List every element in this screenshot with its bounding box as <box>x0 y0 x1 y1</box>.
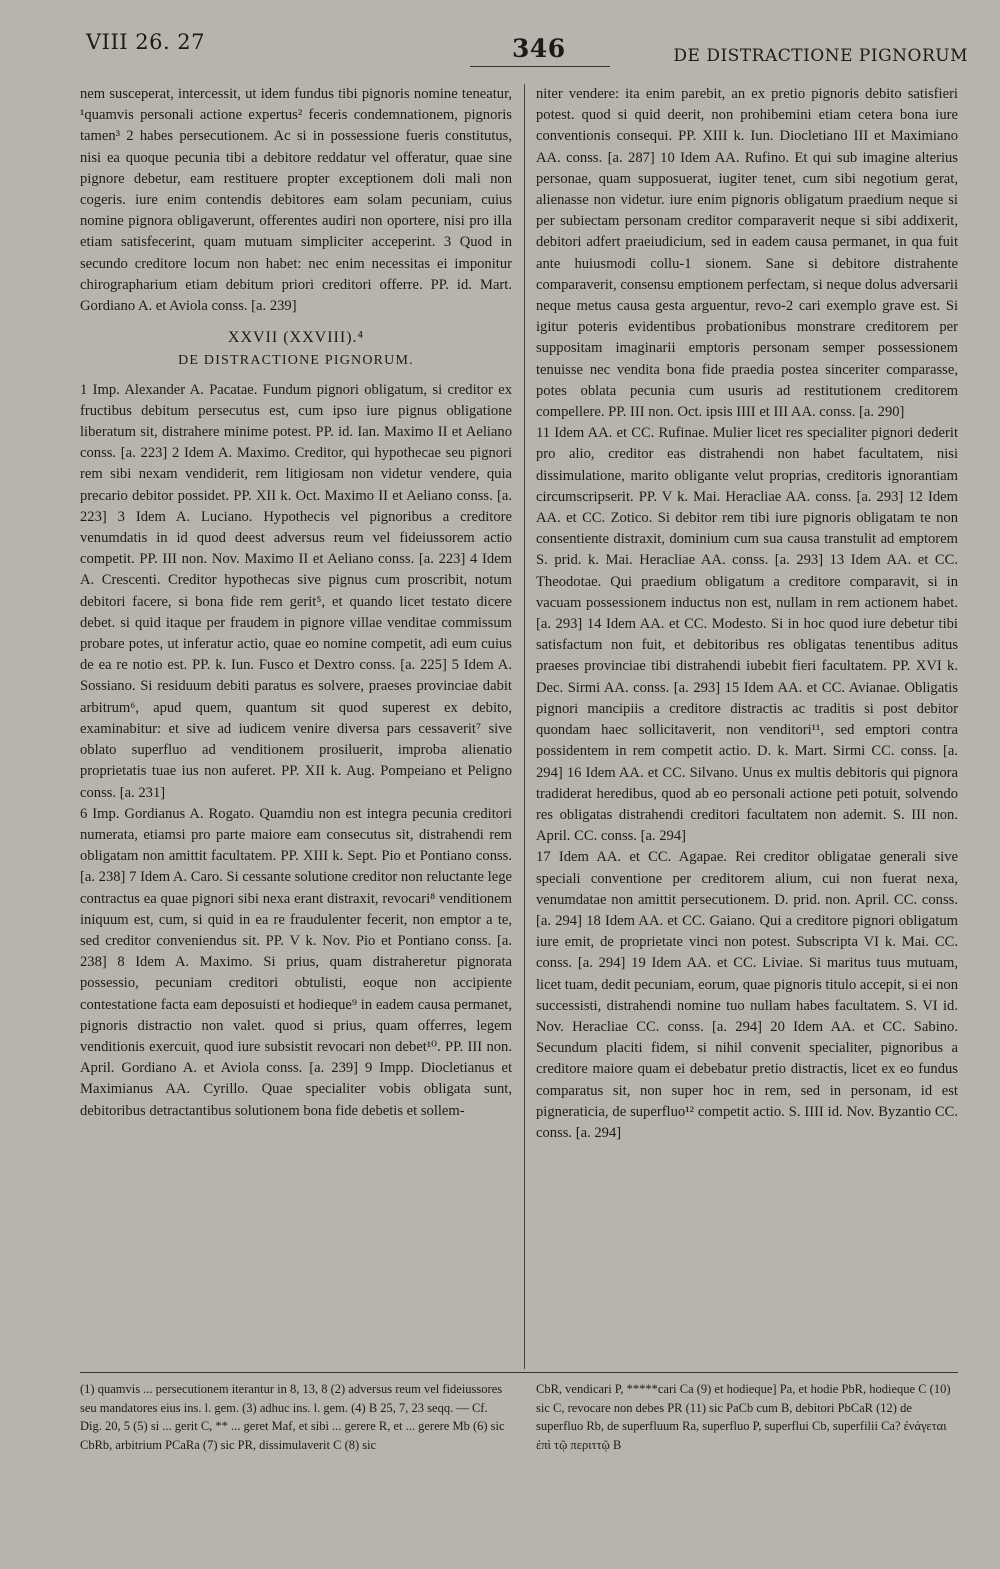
column-divider <box>524 84 525 1369</box>
title-heading: DE DISTRACTIONE PIGNORUM. <box>178 353 414 369</box>
footnotes-left <box>80 1380 512 1454</box>
right-column <box>536 84 958 1366</box>
constitutions-1-5: 1 Imp. Alexander A. Pacatae. Fundum pignori obligatum, si creditor ex fructibus debitum persecutus est, cum ipso iure pignus obligatione liberatum sit, distrahere minime potest. PP. id. Ian. Maximo II et Aeliano conss. [a. 223] 2 Idem A. Maximo. Creditor, qui hypothecae seu pignori rem sibi nexam vendiderit, rem litigiosam non videtur vendere, quia precario debitor possidet. PP. XII k. Oct. Maximo II et Aeliano conss. [a. 223] 3 Idem A. Luciano. Hypothecis vel pignoribus a creditore venumdatis in id quod deest adversus reum vel fideiussorem actio competit. PP. III non. Nov. Maximo II et Aeliano conss. [a. 223] 4 Idem A. Crescenti. Creditor hypothecas sive pignus cum proscribit, notum debitori facere, si bona fide rem gerit⁵, et quando licet testato dicere debet. si quid itaque per fraudem in pignore villae venditae commissum probare potes, ut inferatur actio, quae eo nomine competit, adi eum cuius de ea re notio est. PP. k. Iun. Fusco et Dextro conss. [a. 225] 5 Idem A. Sossiano. Si residuum debiti paratus es solvere, praeses provinciae dabit arbitrum⁶, apud quem, quantum sit quod superest ex debito, examinabitur: et sive ad iudicem venire diversa pars cessaverit⁷ sive oblato superfluo ad venditionem prosiluerit, improba alienatio proprietatis tuae ius non auferet. PP. XII k. Aug. Pompeiano et Peligno conss. [a. 231] <box>80 381 512 801</box>
page-number: 346 <box>512 34 566 63</box>
footnote-rule <box>80 1372 958 1373</box>
constitutions-17-20: 17 Idem AA. et CC. Agapae. Rei creditor obligatae generali sive speciali conventione per creditorem alium, cui non fuerat nexa, venumdatae non amittit persecutionem. D. prid. non. April. CC. conss. [a. 294] 18 Idem AA. et CC. Gaiano. Qui a creditore pignori obligatum iure emit, de proprietate vinci non potest. Subscripta VI k. Mai. CC. conss. [a. 294] 19 Idem AA. et CC. Liviae. Si maritus tuus mutuam, licet tuam, dedit pecuniam, eorum, quae pignoris titulo accepit, si ei non successisti, distrahendi nomine tuo nullam habes facultatem. S. VI id. Nov. Heracliae CC. conss. [a. 294] 20 Idem AA. et CC. Sabino. Secundum placiti fidem, si nihil convenit specialiter, pignoribus a creditore maiore quam ei debebatur pretio distractis, licet ex eo fundus comparatus sit, non super hoc in rem, sed in personam, id est pigneraticia, de superfluo¹² competit actio. S. IIII id. Nov. Byzantio CC. conss. [a. 294] <box>536 849 958 1141</box>
running-head-section: VIII 26. 27 <box>86 30 206 54</box>
continued-text: nem susceperat, intercessit, ut idem fundus tibi pignoris nomine teneatur, ¹quamvis personali actione expertus² feceris condemnationem, pignoris tamen³ 2 habes persecutionem. Ac si in possessione fueris constitutus, nisi ea quoque pecunia tibi a debitore reddatur vel offeratur, quae sine pignore debetur, eam restituere propter exceptionem doli mali non cogeris. iure enim contendis debitores eam solam pecuniam, cuius nomine pignora obligaverunt, offerentes audiri non oportere, nisi pro illa etiam satisfecerint, quam mutuam simpliciter acceperint. 3 Quod in secundo creditore locum non habet: nec enim necessitas ei imponitur chirographarium etiam debitum priori creditori offerre. PP. id. Mart. Gordiano A. et Aviola conss. [a. 239] <box>80 86 512 315</box>
constitutions-9-10: niter vendere: ita enim parebit, an ex pretio pignoris debito satisfieri potest. quod si quid deerit, non prohibemini etiam cetera bona iure conventionis consequi. PP. XIII k. Iun. Diocletiano III et Maximiano AA. conss. [a. 287] 10 Idem AA. Rufino. Et qui sub imagine alterius personae, quam supposuerat, iugiter tenet, cum sibi negotium gerat, alienasse non videtur. iure enim pignoris obligatum praedium neque si per subiectam personam creditor comparaverit neque si sibi addixerit, debitori adfert praeiudicium, sed in eadem causa permanet, in qua fuit ante huiusmodi collu-1 sionem. Sane si debitore distrahente comparaverit, consensu emptionem perfectam, si neque dolus adversarii neque metus causa gesta arguentur, revo-2 cari exemplo grave est. Si igitur poteris evidentibus probationibus monstrare creditorem per suppositam imaginarii emptoris personam semper possessionem tenuisse nec vendita bona fide praedia postea sinceriter comparasse, potes oblata pecunia cum usuris ad restitutionem creditorem compellere. PP. III non. Oct. ipsis IIII et III AA. conss. [a. 290] <box>536 86 958 421</box>
footnotes-right <box>536 1380 958 1454</box>
title-number: XXVII (XXVIII).⁴ <box>227 329 365 347</box>
footnote-text: CbR, vendicari P, *****cari Ca (9) et hodieque] Pa, et hodie PbR, hodieque C (10) sic C, revocare non debes PR (11) sic PaCb cum B, debitori PbCaR (12) de superfluo Rb, de superfluum Ra, superfluo P, superflui Cb, superfilii Ca? ἐνάγεται ἐπὶ τῷ περιττῷ B <box>536 1382 951 1452</box>
constitutions-11-16: 11 Idem AA. et CC. Rufinae. Mulier licet res specialiter pignori dederit pro alio, creditor eas distrahendi non habet facultatem, nisi dissimulatione, marito obligante velut proprias, creditoris ignorantiam circumscripserit. PP. V k. Mai. Heracliae AA. conss. [a. 293] 12 Idem AA. et CC. Zotico. Si debitor rem tibi iure pignoris obligatam te non consentiente distraxit, dominium cum sua causa transtulit ad emptorem S. prid. k. Mai. Heracliae AA. conss. [a. 293] 13 Idem AA. et CC. Theodotae. Qui praedium obligatum a creditore comparavit, si in vacuam possessionem inductus non est, nullam in rem actionem habet. [a. 293] 14 Idem AA. et CC. Modesto. Si in hoc quod iure debetur tibi satisfactum non fuit, et debitoribus res obligatas tenentibus aditus praeses provinciae tibi distrahendi iubebit fieri facultatem. PP. XVI k. Dec. Sirmi AA. conss. [a. 293] 15 Idem AA. et CC. Avianae. Obligatis pignori mancipiis a creditore distractis ac traditis si post debitor quondam haec sollicitaverit, non venditori¹¹, sed emptori contra possidentem in rem competit actio. D. k. Mart. Sirmi CC. conss. [a. 294] 16 Idem AA. et CC. Silvano. Unus ex multis debitoris qui pignora tradiderat heredibus, quod ab eo personali actione peti potuit, solvendo res obligatas distrahendi creditori facultatem non ademit. S. III non. April. CC. conss. [a. 294] <box>536 425 958 845</box>
running-head-title: DE DISTRACTIONE PIGNORUM <box>673 46 968 66</box>
header-rule <box>470 66 610 67</box>
footnote-text: (1) quamvis ... persecutionem iterantur in 8, 13, 8 (2) adversus reum vel fideiussores seu mandatores eius ins. l. gem. (3) adhuc ins. l. gem. (4) B 25, 7, 23 seqq. — Cf. Dig. 20, 5 (5) si ... gerit C, ** ... geret Maf, et sibi ... gerere R, et ... gerere Mb (6) sic CbRb, arbitrium PCaRa (7) sic PR, dissimulaverit C (8) sic <box>80 1382 505 1452</box>
left-column <box>80 84 512 1366</box>
constitutions-6-9: 6 Imp. Gordianus A. Rogato. Quamdiu non est integra pecunia creditori numerata, etiamsi pro parte maiore eam consecutus sit, distrahendi rem obligatam non amittit facultatem. PP. XIII k. Sept. Pio et Pontiano conss. [a. 238] 7 Idem A. Caro. Si cessante solutione creditor non reluctante lege contractus ea quae pignori sibi nexa erant distraxit, revocari⁸ venditionem iniquum est, cum, si quid in ea re fraudulenter fecerit, non emptor a te, sed creditor conveniendus sit. PP. V k. Nov. Pio et Pontiano conss. [a. 238] 8 Idem A. Maximo. Si prius, quam distraheretur pignorata possessio, pecuniam creditori obtulisti, eoque non accipiente contestatione facta eam deposuisti et hodieque⁹ in eadem causa permanet, pignoris distractio non valet. quod si prius, quam offerres, legem venditionis exercuit, quod iure subsistit revocari non debet¹⁰. PP. III non. April. Gordiano A. et Aviola conss. [a. 239] 9 Impp. Diocletianus et Maximianus AA. Cyrillo. Quae specialiter vobis obligata sunt, debitoribus detractantibus solutionem bona fide debetis et sollem- <box>80 805 512 1119</box>
